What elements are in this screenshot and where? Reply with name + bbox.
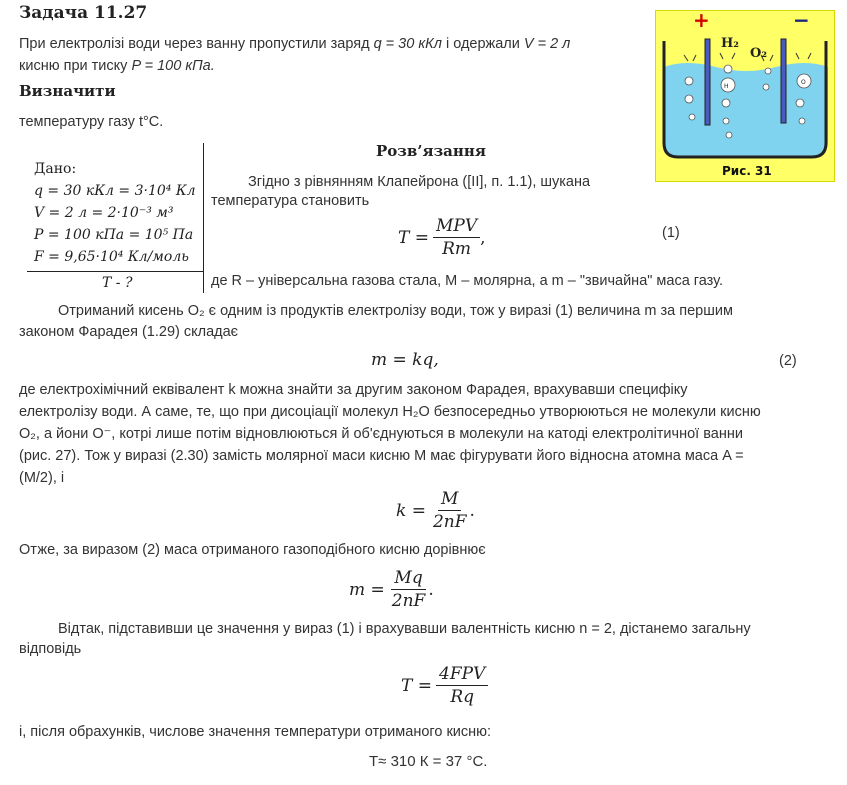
equation-1-label: (1) <box>662 225 680 241</box>
equation-2: m = kq, <box>371 350 439 370</box>
equation-2-label: (2) <box>779 353 797 369</box>
given-block <box>34 158 196 268</box>
determine-text: температуру газу t°C. <box>19 114 164 130</box>
determine-heading: Визначити <box>19 82 116 100</box>
para1-line1: Згідно з рівнянням Клапейрона ([II], п. 1.1), шукана <box>248 174 591 190</box>
minus-terminal: − <box>793 11 810 32</box>
para5: Отже, за виразом (2) маса отриманого газоподібного кисню дорівнює <box>19 542 486 558</box>
para7: і, після обрахунків, числове значення температури отриманого кисню: <box>19 724 492 740</box>
para6-line2: відповідь <box>19 641 82 657</box>
para3-line2: законом Фарадея (1.29) складає <box>19 324 239 340</box>
para4: де електрохімічний еквівалент k можна знайти за другим законом Фарадея, врахувавши специфіку електролізу води. А саме, те, що при дисоціації молекул H₂O безпосередньо утворюються не молекули кисню O₂, а йони O⁻, котрі лише потім відновлюються й об'єднуються в молекули на катоді електролітичної ванни (рис. 27). Тож у виразі (2.30) замість молярної маси кисню M має фігурувати його відносна атомна маса A = (M/2), і <box>19 382 761 486</box>
find-label: T - ? <box>102 275 133 291</box>
electrolysis-diagram <box>656 11 834 181</box>
para1-line2: температура становить <box>211 193 370 209</box>
para2: де R – універсальна газова стала, M – молярна, а m – "звичайна" маса газу. <box>211 273 723 289</box>
given-heading: Дано: <box>34 161 77 177</box>
final-result: T≈ 310 К = 37 °С. <box>369 753 488 770</box>
plus-terminal: + <box>693 11 710 32</box>
given-line: q = 30 кКл = 3·10⁴ Кл <box>34 183 196 199</box>
para3-line1: Отриманий кисень O₂ є одним із продуктів електролізу води, тож у виразі (1) величина m за першим <box>58 303 733 319</box>
given-line: V = 2 л = 2·10⁻³ м³ <box>34 205 174 221</box>
equation-5: T = $\frac{\text{4FPV}}{Rq}$ <box>401 664 488 707</box>
h2-label: H₂ <box>721 36 739 51</box>
bubble-o-label: O <box>801 79 806 86</box>
bubble-h-label: H <box>724 83 729 90</box>
para6-line1: Відтак, підставивши це значення у вираз (1) і врахувавши валентність кисню n = 2, дістанемо загальну <box>58 621 751 637</box>
given-line: P = 100 кПа = 10⁵ Па <box>34 227 194 243</box>
equation-4: m = $\frac{Mq}{2nF}$ . <box>349 568 434 611</box>
equation-3: k = $\frac{M}{2nF}$ . <box>396 489 475 532</box>
problem-statement: При електролізі води через ванну пропустили заряд q = 30 кКл і одержали V = 2 л кисню при тиску P = 100 кПа. <box>19 36 571 74</box>
given-line: F = 9,65·10⁴ Кл/моль <box>34 249 189 265</box>
o2-label: O₂ <box>750 46 768 61</box>
given-divider-horizontal <box>27 271 204 272</box>
problem-title: Задача 11.27 <box>19 3 148 23</box>
electrolysis-figure <box>655 10 835 182</box>
equation-1: T = $\frac{\text{MPV}}{Rm}$ , <box>398 216 486 259</box>
figure-caption: Рис. 31 <box>722 164 772 178</box>
solution-heading: Розв’язання <box>376 142 486 160</box>
